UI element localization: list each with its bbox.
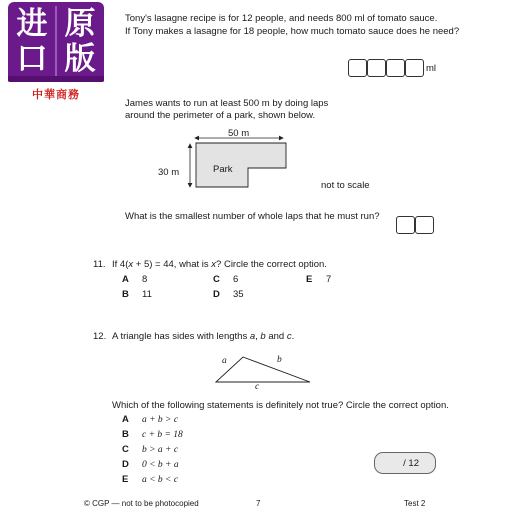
triangle-side-a: a bbox=[222, 356, 227, 366]
q9-unit: ml bbox=[426, 63, 437, 74]
park-shape bbox=[196, 143, 286, 187]
footer-page-number: 7 bbox=[256, 499, 261, 508]
q12-option-d[interactable]: D 0 < b + a bbox=[122, 459, 179, 470]
q11-option-a[interactable]: A 8 bbox=[122, 274, 148, 285]
q10-line1: James wants to run at least 500 m by doing laps bbox=[125, 98, 329, 109]
park-dim-top: 50 m bbox=[228, 128, 250, 139]
park-label: Park bbox=[213, 164, 233, 175]
q11-number: 11. bbox=[93, 259, 106, 270]
q9-line2: If Tony makes a lasagne for 18 people, how much tomato sauce does he need? bbox=[125, 26, 460, 37]
logo-char: 版 bbox=[64, 41, 96, 77]
answer-box[interactable] bbox=[386, 59, 405, 77]
triangle-side-b: b bbox=[277, 355, 282, 365]
q11-option-e[interactable]: E 7 bbox=[306, 274, 332, 285]
q12-option-b[interactable]: B c + b = 18 bbox=[122, 429, 183, 440]
q12-option-c[interactable]: C b > a + c bbox=[122, 444, 179, 455]
q12-text: A triangle has sides with lengths a, b and c. bbox=[112, 331, 295, 342]
book-logo-icon bbox=[8, 2, 104, 82]
q11-option-b[interactable]: B 11 bbox=[122, 289, 152, 300]
q12-option-e[interactable]: E a < b < c bbox=[122, 474, 179, 485]
q10-question: What is the smallest number of whole laps that he must run? bbox=[125, 211, 380, 222]
q12-question: Which of the following statements is definitely not true? Circle the correct option. bbox=[112, 400, 449, 411]
logo-char: 进 bbox=[16, 6, 48, 42]
logo-char: 原 bbox=[64, 6, 96, 42]
publisher-logo bbox=[0, 0, 112, 112]
park-dim-left: 30 m bbox=[158, 167, 180, 178]
q11-option-d[interactable]: D 35 bbox=[213, 289, 244, 300]
answer-box[interactable] bbox=[348, 59, 367, 77]
answer-box[interactable] bbox=[405, 59, 424, 77]
answer-box[interactable] bbox=[415, 216, 434, 234]
q11-option-c[interactable]: C 6 bbox=[213, 274, 239, 285]
q10-line2: around the perimeter of a park, shown below. bbox=[125, 110, 316, 121]
q11-text: If 4(x + 5) = 44, what is x? Circle the correct option. bbox=[112, 259, 327, 270]
score-box: / 12 bbox=[374, 452, 436, 474]
answer-box[interactable] bbox=[367, 59, 386, 77]
triangle-side-c: c bbox=[255, 382, 260, 392]
answer-box[interactable] bbox=[396, 216, 415, 234]
q9-line1: Tony's lasagne recipe is for 12 people, and needs 800 ml of tomato sauce. bbox=[125, 13, 438, 24]
footer-copyright: © CGP — not to be photocopied bbox=[84, 499, 199, 508]
scale-note: not to scale bbox=[321, 180, 370, 191]
logo-subtitle: 中華商務 bbox=[32, 88, 80, 101]
triangle-shape bbox=[216, 357, 310, 382]
logo-char: 口 bbox=[16, 41, 48, 77]
q12-number: 12. bbox=[93, 331, 107, 342]
footer-test-label: Test 2 bbox=[404, 499, 426, 508]
q12-option-a[interactable]: A a + b > c bbox=[122, 414, 179, 425]
